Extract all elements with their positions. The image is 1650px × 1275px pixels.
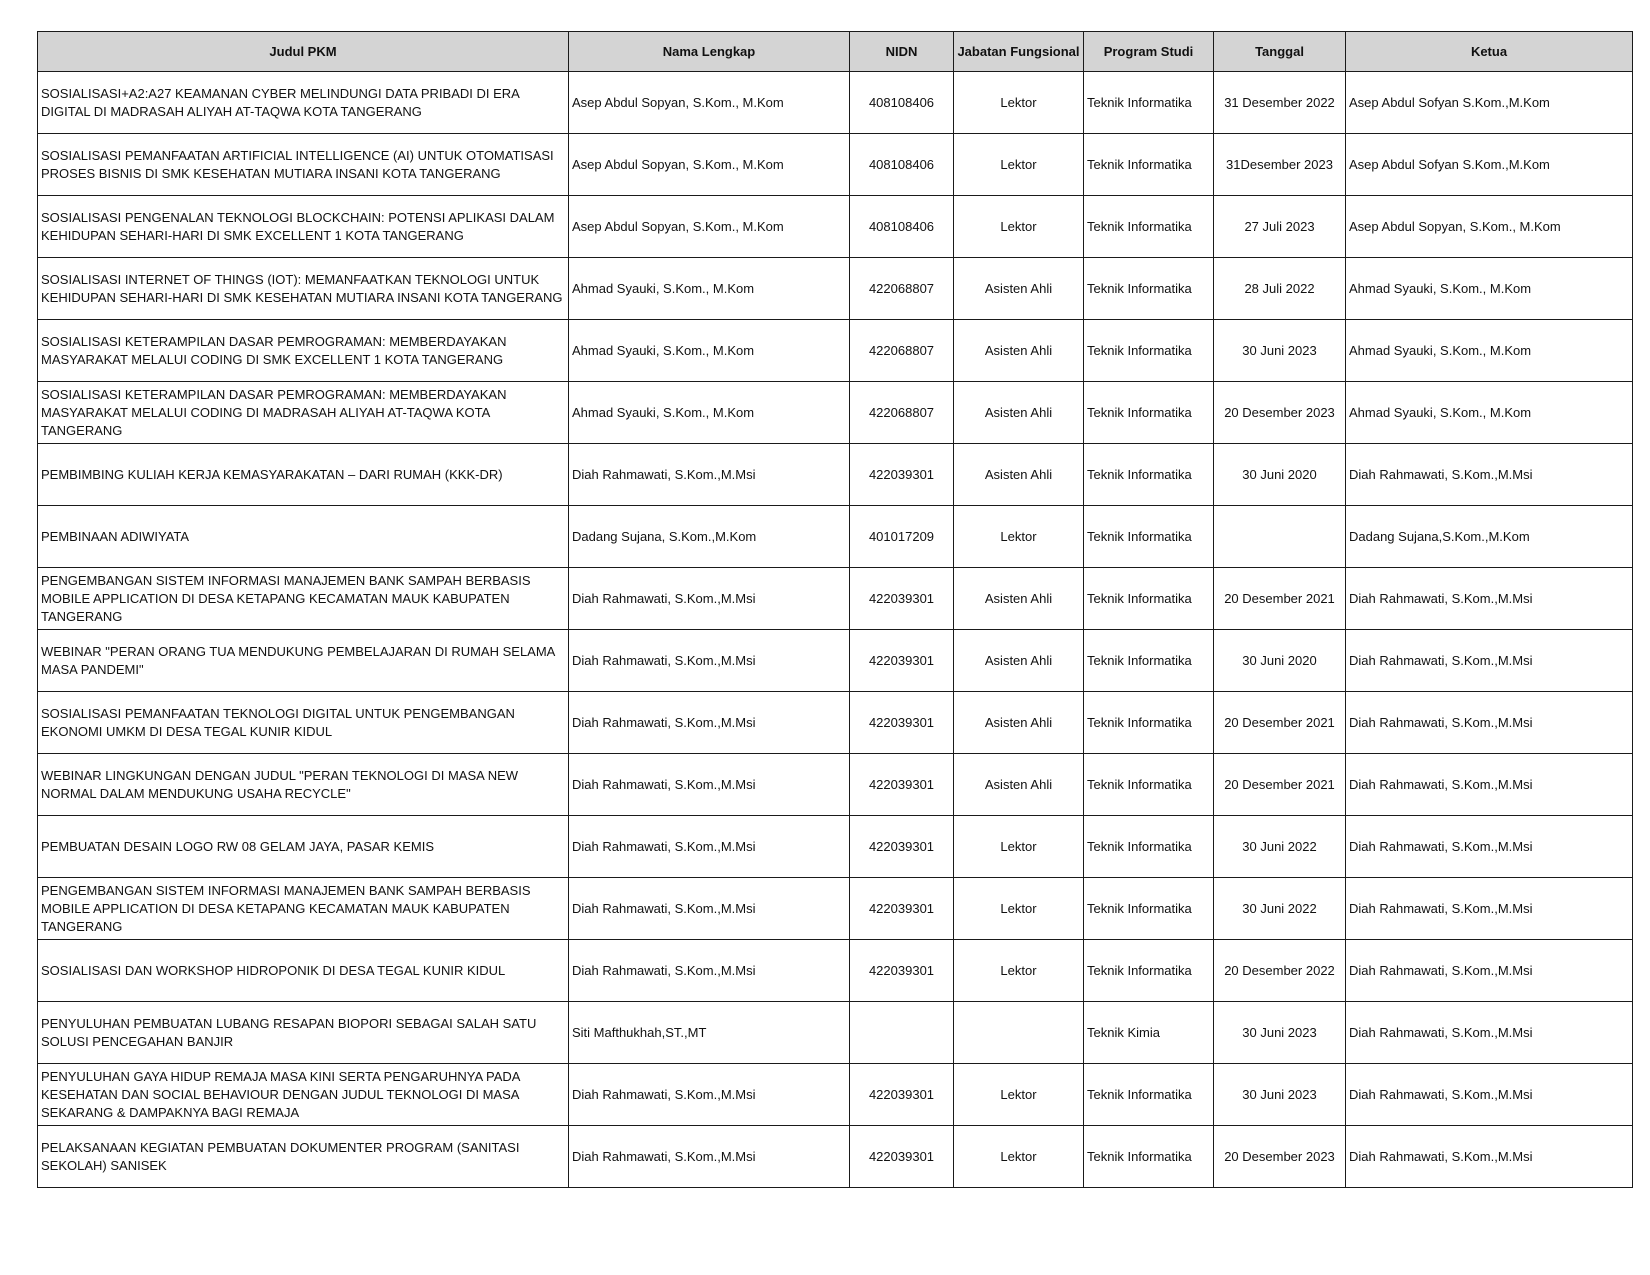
nama-lengkap-cell: Asep Abdul Sopyan, S.Kom., M.Kom (569, 72, 850, 134)
judul-pkm-cell: SOSIALISASI PEMANFAATAN TEKNOLOGI DIGITAL UNTUK PENGEMBANGAN EKONOMI UMKM DI DESA TEGAL KUNIR KIDUL (38, 692, 569, 754)
jabatan-fungsional-cell: Asisten Ahli (954, 320, 1084, 382)
tanggal-cell: 20 Desember 2023 (1214, 382, 1346, 444)
table-row (38, 444, 1633, 506)
nidn-cell: 422039301 (850, 754, 954, 816)
nidn-cell: 422039301 (850, 816, 954, 878)
nama-lengkap-cell: Diah Rahmawati, S.Kom.,M.Msi (569, 444, 850, 506)
program-studi-cell: Teknik Informatika (1084, 320, 1214, 382)
nidn-cell: 422039301 (850, 630, 954, 692)
tanggal-cell: 20 Desember 2023 (1214, 1126, 1346, 1188)
table-row (38, 1002, 1633, 1064)
nama-lengkap-cell: Asep Abdul Sopyan, S.Kom., M.Kom (569, 196, 850, 258)
judul-pkm-cell: PEMBIMBING KULIAH KERJA KEMASYARAKATAN – DARI RUMAH (KKK-DR) (38, 444, 569, 506)
program-studi-cell: Teknik Informatika (1084, 1126, 1214, 1188)
jabatan-fungsional-cell: Lektor (954, 1064, 1084, 1126)
judul-pkm-cell: SOSIALISASI+A2:A27 KEAMANAN CYBER MELINDUNGI DATA PRIBADI DI ERA DIGITAL DI MADRASAH ALIYAH AT-TAQWA KOTA TANGERANG (38, 72, 569, 134)
jabatan-fungsional-cell: Lektor (954, 1126, 1084, 1188)
program-studi-cell: Teknik Informatika (1084, 134, 1214, 196)
judul-pkm-cell: SOSIALISASI INTERNET OF THINGS (IOT): MEMANFAATKAN TEKNOLOGI UNTUK KEHIDUPAN SEHARI-HARI DI SMK KESEHATAN MUTIARA INSANI KOTA TANGERANG (38, 258, 569, 320)
nama-lengkap-cell: Ahmad Syauki, S.Kom., M.Kom (569, 382, 850, 444)
nidn-cell: 422039301 (850, 1126, 954, 1188)
nidn-cell: 422068807 (850, 382, 954, 444)
ketua-cell: Diah Rahmawati, S.Kom.,M.Msi (1346, 692, 1633, 754)
table-row (38, 692, 1633, 754)
judul-pkm-cell: SOSIALISASI KETERAMPILAN DASAR PEMROGRAMAN: MEMBERDAYAKAN MASYARAKAT MELALUI CODING DI MADRASAH ALIYAH AT-TAQWA KOTA TANGERANG (38, 382, 569, 444)
table-row (38, 878, 1633, 940)
judul-pkm-cell: SOSIALISASI KETERAMPILAN DASAR PEMROGRAMAN: MEMBERDAYAKAN MASYARAKAT MELALUI CODING DI SMK EXCELLENT 1 KOTA TANGERANG (38, 320, 569, 382)
nidn-cell: 422039301 (850, 878, 954, 940)
header-row (38, 32, 1633, 72)
table-row (38, 630, 1633, 692)
ketua-cell: Diah Rahmawati, S.Kom.,M.Msi (1346, 940, 1633, 1002)
program-studi-cell: Teknik Informatika (1084, 816, 1214, 878)
ketua-cell: Diah Rahmawati, S.Kom.,M.Msi (1346, 568, 1633, 630)
ketua-cell: Diah Rahmawati, S.Kom.,M.Msi (1346, 1002, 1633, 1064)
program-studi-cell: Teknik Informatika (1084, 1064, 1214, 1126)
program-studi-cell: Teknik Informatika (1084, 72, 1214, 134)
ketua-cell: Diah Rahmawati, S.Kom.,M.Msi (1346, 1064, 1633, 1126)
ketua-cell: Diah Rahmawati, S.Kom.,M.Msi (1346, 444, 1633, 506)
table-row (38, 940, 1633, 1002)
header-nidn: NIDN (850, 32, 954, 72)
nidn-cell: 408108406 (850, 134, 954, 196)
judul-pkm-cell: WEBINAR "PERAN ORANG TUA MENDUKUNG PEMBELAJARAN DI RUMAH SELAMA MASA PANDEMI" (38, 630, 569, 692)
nama-lengkap-cell: Diah Rahmawati, S.Kom.,M.Msi (569, 692, 850, 754)
jabatan-fungsional-cell: Lektor (954, 72, 1084, 134)
jabatan-fungsional-cell: Lektor (954, 816, 1084, 878)
judul-pkm-cell: PELAKSANAAN KEGIATAN PEMBUATAN DOKUMENTER PROGRAM (SANITASI SEKOLAH) SANISEK (38, 1126, 569, 1188)
ketua-cell: Diah Rahmawati, S.Kom.,M.Msi (1346, 816, 1633, 878)
ketua-cell: Diah Rahmawati, S.Kom.,M.Msi (1346, 878, 1633, 940)
nidn-cell (850, 1002, 954, 1064)
table-row (38, 816, 1633, 878)
program-studi-cell: Teknik Informatika (1084, 258, 1214, 320)
nidn-cell: 408108406 (850, 72, 954, 134)
nama-lengkap-cell: Ahmad Syauki, S.Kom., M.Kom (569, 258, 850, 320)
tanggal-cell: 30 Juni 2022 (1214, 878, 1346, 940)
table-row (38, 506, 1633, 568)
header-judul-pkm: Judul PKM (38, 32, 569, 72)
table-row (38, 1064, 1633, 1126)
program-studi-cell: Teknik Informatika (1084, 878, 1214, 940)
table-row (38, 196, 1633, 258)
ketua-cell: Asep Abdul Sofyan S.Kom.,M.Kom (1346, 72, 1633, 134)
nama-lengkap-cell: Diah Rahmawati, S.Kom.,M.Msi (569, 754, 850, 816)
nidn-cell: 422039301 (850, 568, 954, 630)
pkm-table (37, 31, 1633, 1188)
nidn-cell: 408108406 (850, 196, 954, 258)
program-studi-cell: Teknik Kimia (1084, 1002, 1214, 1064)
ketua-cell: Diah Rahmawati, S.Kom.,M.Msi (1346, 1126, 1633, 1188)
tanggal-cell: 31 Desember 2022 (1214, 72, 1346, 134)
tanggal-cell: 20 Desember 2021 (1214, 754, 1346, 816)
judul-pkm-cell: WEBINAR LINGKUNGAN DENGAN JUDUL "PERAN TEKNOLOGI DI MASA NEW NORMAL DALAM MENDUKUNG USAHA RECYCLE" (38, 754, 569, 816)
header-ketua: Ketua (1346, 32, 1633, 72)
jabatan-fungsional-cell: Asisten Ahli (954, 444, 1084, 506)
ketua-cell: Diah Rahmawati, S.Kom.,M.Msi (1346, 630, 1633, 692)
table-row (38, 568, 1633, 630)
nidn-cell: 422068807 (850, 258, 954, 320)
jabatan-fungsional-cell: Asisten Ahli (954, 382, 1084, 444)
header-program-studi: Program Studi (1084, 32, 1214, 72)
ketua-cell: Asep Abdul Sopyan, S.Kom., M.Kom (1346, 196, 1633, 258)
table-row (38, 754, 1633, 816)
program-studi-cell: Teknik Informatika (1084, 444, 1214, 506)
nama-lengkap-cell: Diah Rahmawati, S.Kom.,M.Msi (569, 878, 850, 940)
judul-pkm-cell: SOSIALISASI PENGENALAN TEKNOLOGI BLOCKCHAIN: POTENSI APLIKASI DALAM KEHIDUPAN SEHARI-HARI DI SMK EXCELLENT 1 KOTA TANGERANG (38, 196, 569, 258)
nidn-cell: 401017209 (850, 506, 954, 568)
nidn-cell: 422039301 (850, 692, 954, 754)
tanggal-cell: 20 Desember 2022 (1214, 940, 1346, 1002)
program-studi-cell: Teknik Informatika (1084, 382, 1214, 444)
header-tanggal: Tanggal (1214, 32, 1346, 72)
program-studi-cell: Teknik Informatika (1084, 692, 1214, 754)
table-row (38, 320, 1633, 382)
tanggal-cell: 27 Juli 2023 (1214, 196, 1346, 258)
header-nama-lengkap: Nama Lengkap (569, 32, 850, 72)
tanggal-cell: 20 Desember 2021 (1214, 568, 1346, 630)
nama-lengkap-cell: Ahmad Syauki, S.Kom., M.Kom (569, 320, 850, 382)
jabatan-fungsional-cell: Lektor (954, 134, 1084, 196)
ketua-cell: Dadang Sujana,S.Kom.,M.Kom (1346, 506, 1633, 568)
nidn-cell: 422068807 (850, 320, 954, 382)
judul-pkm-cell: SOSIALISASI DAN WORKSHOP HIDROPONIK DI DESA TEGAL KUNIR KIDUL (38, 940, 569, 1002)
nama-lengkap-cell: Asep Abdul Sopyan, S.Kom., M.Kom (569, 134, 850, 196)
program-studi-cell: Teknik Informatika (1084, 940, 1214, 1002)
nama-lengkap-cell: Diah Rahmawati, S.Kom.,M.Msi (569, 1126, 850, 1188)
judul-pkm-cell: PENGEMBANGAN SISTEM INFORMASI MANAJEMEN BANK SAMPAH BERBASIS MOBILE APPLICATION DI DESA KETAPANG KECAMATAN MAUK KABUPATEN TANGERANG (38, 568, 569, 630)
tanggal-cell: 30 Juni 2023 (1214, 1002, 1346, 1064)
tanggal-cell: 31Desember 2023 (1214, 134, 1346, 196)
tanggal-cell: 30 Juni 2020 (1214, 444, 1346, 506)
judul-pkm-cell: PENYULUHAN PEMBUATAN LUBANG RESAPAN BIOPORI SEBAGAI SALAH SATU SOLUSI PENCEGAHAN BANJIR (38, 1002, 569, 1064)
jabatan-fungsional-cell: Asisten Ahli (954, 568, 1084, 630)
nama-lengkap-cell: Siti Mafthukhah,ST.,MT (569, 1002, 850, 1064)
ketua-cell: Asep Abdul Sofyan S.Kom.,M.Kom (1346, 134, 1633, 196)
table-body (38, 72, 1633, 1188)
program-studi-cell: Teknik Informatika (1084, 196, 1214, 258)
table-row (38, 258, 1633, 320)
program-studi-cell: Teknik Informatika (1084, 630, 1214, 692)
program-studi-cell: Teknik Informatika (1084, 568, 1214, 630)
ketua-cell: Ahmad Syauki, S.Kom., M.Kom (1346, 320, 1633, 382)
table-row (38, 382, 1633, 444)
nidn-cell: 422039301 (850, 940, 954, 1002)
jabatan-fungsional-cell: Asisten Ahli (954, 692, 1084, 754)
jabatan-fungsional-cell: Lektor (954, 878, 1084, 940)
header-jabatan-fungsional: Jabatan Fungsional (954, 32, 1084, 72)
tanggal-cell: 30 Juni 2022 (1214, 816, 1346, 878)
nama-lengkap-cell: Diah Rahmawati, S.Kom.,M.Msi (569, 568, 850, 630)
nama-lengkap-cell: Diah Rahmawati, S.Kom.,M.Msi (569, 816, 850, 878)
jabatan-fungsional-cell: Asisten Ahli (954, 630, 1084, 692)
tanggal-cell: 30 Juni 2020 (1214, 630, 1346, 692)
jabatan-fungsional-cell: Lektor (954, 940, 1084, 1002)
judul-pkm-cell: PEMBUATAN DESAIN LOGO RW 08 GELAM JAYA, PASAR KEMIS (38, 816, 569, 878)
tanggal-cell (1214, 506, 1346, 568)
program-studi-cell: Teknik Informatika (1084, 506, 1214, 568)
nidn-cell: 422039301 (850, 1064, 954, 1126)
tanggal-cell: 30 Juni 2023 (1214, 320, 1346, 382)
judul-pkm-cell: SOSIALISASI PEMANFAATAN ARTIFICIAL INTELLIGENCE (AI) UNTUK OTOMATISASI PROSES BISNIS DI SMK KESEHATAN MUTIARA INSANI KOTA TANGERANG (38, 134, 569, 196)
table-row (38, 134, 1633, 196)
table-row (38, 1126, 1633, 1188)
judul-pkm-cell: PENYULUHAN GAYA HIDUP REMAJA MASA KINI SERTA PENGARUHNYA PADA KESEHATAN DAN SOCIAL BEHAVIOUR DENGAN JUDUL TEKNOLOGI DI MASA SEKARANG & DAMPAKNYA BAGI REMAJA (38, 1064, 569, 1126)
nama-lengkap-cell: Dadang Sujana, S.Kom.,M.Kom (569, 506, 850, 568)
nama-lengkap-cell: Diah Rahmawati, S.Kom.,M.Msi (569, 630, 850, 692)
judul-pkm-cell: PENGEMBANGAN SISTEM INFORMASI MANAJEMEN BANK SAMPAH BERBASIS MOBILE APPLICATION DI DESA KETAPANG KECAMATAN MAUK KABUPATEN TANGERANG (38, 878, 569, 940)
nama-lengkap-cell: Diah Rahmawati, S.Kom.,M.Msi (569, 1064, 850, 1126)
table-header (38, 32, 1633, 72)
tanggal-cell: 20 Desember 2021 (1214, 692, 1346, 754)
tanggal-cell: 30 Juni 2023 (1214, 1064, 1346, 1126)
jabatan-fungsional-cell: Asisten Ahli (954, 754, 1084, 816)
jabatan-fungsional-cell: Asisten Ahli (954, 258, 1084, 320)
ketua-cell: Ahmad Syauki, S.Kom., M.Kom (1346, 382, 1633, 444)
tanggal-cell: 28 Juli 2022 (1214, 258, 1346, 320)
program-studi-cell: Teknik Informatika (1084, 754, 1214, 816)
judul-pkm-cell: PEMBINAAN ADIWIYATA (38, 506, 569, 568)
table-row (38, 72, 1633, 134)
pkm-sheet (37, 31, 1633, 1188)
jabatan-fungsional-cell: Lektor (954, 196, 1084, 258)
nidn-cell: 422039301 (850, 444, 954, 506)
jabatan-fungsional-cell: Lektor (954, 506, 1084, 568)
nama-lengkap-cell: Diah Rahmawati, S.Kom.,M.Msi (569, 940, 850, 1002)
ketua-cell: Diah Rahmawati, S.Kom.,M.Msi (1346, 754, 1633, 816)
ketua-cell: Ahmad Syauki, S.Kom., M.Kom (1346, 258, 1633, 320)
jabatan-fungsional-cell (954, 1002, 1084, 1064)
